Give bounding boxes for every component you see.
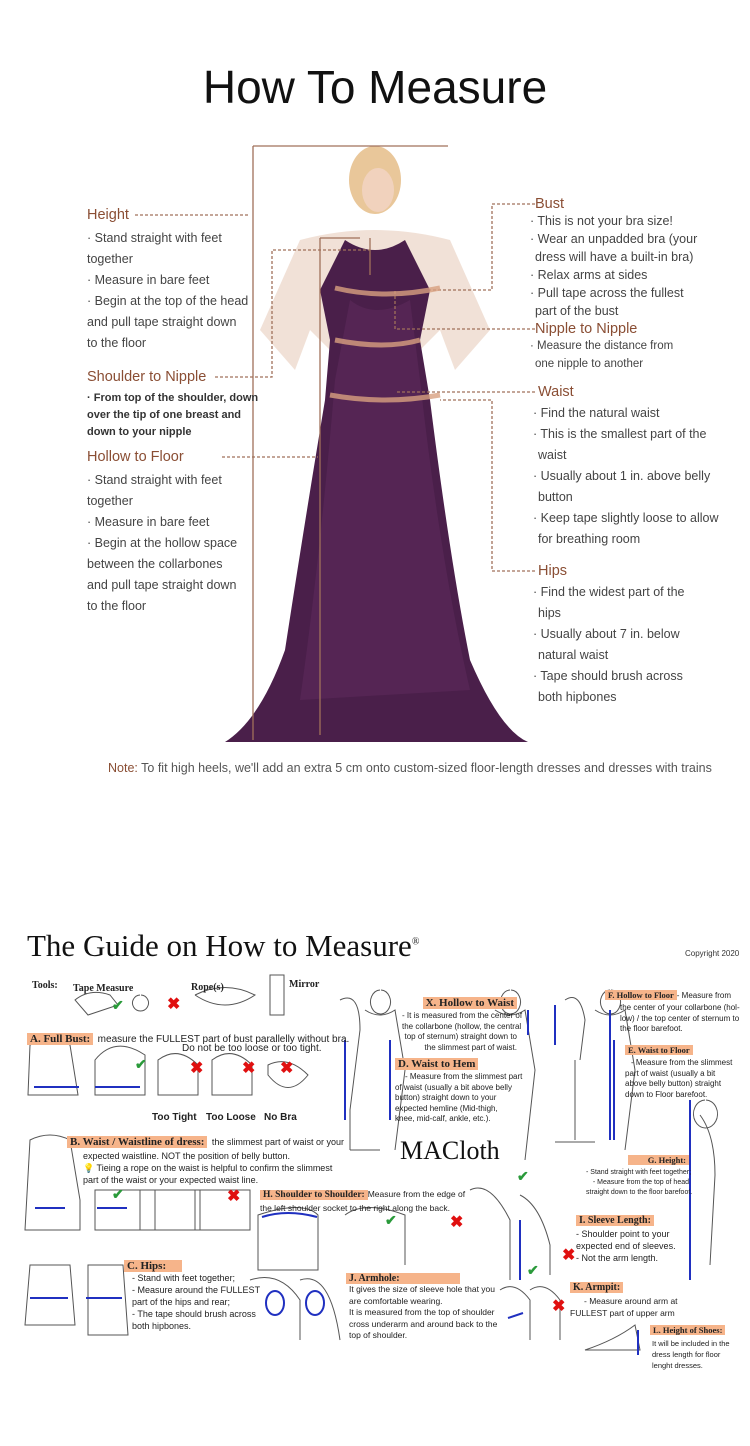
bullet: · Tape should brush across xyxy=(533,669,683,683)
bullet: part of the bust xyxy=(535,304,619,318)
bullet: · This is the smallest part of the xyxy=(533,427,707,441)
tool-tape-measure: Tape Measure xyxy=(73,983,134,994)
section-height xyxy=(586,1150,693,1198)
check-icon: ✔ xyxy=(135,1056,147,1072)
bullet: · Begin at the hollow space xyxy=(87,536,238,550)
text: - Measure from the top of head xyxy=(592,1179,689,1186)
cross-icon: ✖ xyxy=(190,1060,204,1077)
text: measure the FULLEST part of bust parallelly without bra. xyxy=(97,1034,350,1045)
bullet: hips xyxy=(538,606,561,620)
text: the collarbone (hollow, the central xyxy=(402,1021,522,1031)
bullet: · Stand straight with feet xyxy=(87,473,222,487)
bullet: button xyxy=(538,490,573,504)
label: E. Waist to Floor xyxy=(625,1045,693,1055)
section-height-of-shoes xyxy=(650,1320,730,1371)
text: - Measure from the slimmest part xyxy=(405,1072,523,1081)
cross-icon: ✖ xyxy=(242,1060,256,1077)
cross-icon: ✖ xyxy=(227,1188,241,1205)
section-sleeve-length xyxy=(576,1210,676,1264)
bullet: for breathing room xyxy=(538,532,641,546)
caption-no-bra: No Bra xyxy=(264,1112,297,1123)
check-icon: ✔ xyxy=(112,1186,124,1202)
label: C. Hips: xyxy=(124,1260,182,1272)
section-hollow-to-waist xyxy=(402,993,523,1053)
bullet: waist xyxy=(538,448,567,462)
bullet: down to your nipple xyxy=(87,426,192,438)
text: the center of your collarbone (hol- xyxy=(620,1003,740,1012)
text: - Shoulder point to your xyxy=(576,1229,670,1239)
bullet: dress will have a built-in bra) xyxy=(535,250,694,264)
hollow-to-floor-heading: Hollow to Floor xyxy=(87,449,184,465)
page-title: How To Measure xyxy=(202,61,548,113)
bullet: between the collarbones xyxy=(87,557,223,571)
hips-heading: Hips xyxy=(538,563,568,579)
caption-too-loose: Too Loose xyxy=(206,1112,256,1123)
bullet: and pull tape straight down xyxy=(87,315,237,329)
bullet: · Usually about 7 in. below xyxy=(533,627,680,641)
copyright: Copyright 2020 xyxy=(685,949,740,958)
text: both hipbones. xyxy=(132,1321,192,1331)
bullet: · Stand straight with feet xyxy=(87,231,222,245)
text: 💡 Tieing a rope on the waist is helpful to confirm the slimmest xyxy=(83,1163,333,1173)
bullet: and pull tape straight down xyxy=(87,578,237,592)
text: top of sternum) straight down to xyxy=(404,1032,517,1041)
bullet: · From top of the shoulder, down xyxy=(87,392,259,404)
text: FULLEST part of upper arm xyxy=(570,1308,675,1318)
text: cross underarm and around back to the xyxy=(349,1318,498,1329)
text: - The tape should brush across xyxy=(132,1309,256,1319)
text: the left shoulder socket to the right along the back. xyxy=(260,1203,450,1213)
label: L. Height of Shoes: xyxy=(650,1325,725,1335)
bullet: · Measure the distance from xyxy=(530,340,674,352)
cross-icon: ✖ xyxy=(280,1060,294,1077)
section-waist-to-hem xyxy=(395,1054,522,1125)
text: button) straight down to your xyxy=(395,1093,497,1102)
bullet: to the floor xyxy=(87,336,147,350)
tool-mirror: Mirror xyxy=(289,979,320,990)
cross-icon: ✖ xyxy=(552,1298,566,1315)
bullet: together xyxy=(87,494,133,508)
note: Note: To fit high heels, we'll add an extra 5 cm onto custom-sized floor-length dresses and dresses with trains xyxy=(108,761,712,775)
waist-heading: Waist xyxy=(538,384,574,400)
bullet: together xyxy=(87,252,133,266)
text: It will be included in the xyxy=(652,1339,730,1348)
bullet: · Measure in bare feet xyxy=(87,515,210,529)
text: down to Floor barefoot. xyxy=(625,1089,708,1099)
section-hips xyxy=(124,1260,260,1332)
bullet: · Keep tape slightly loose to allow xyxy=(533,511,719,525)
text: the floor barefoot. xyxy=(620,1024,683,1033)
bullet: · Wear an unpadded bra (your xyxy=(530,232,698,246)
bullet: over the tip of one breast and xyxy=(87,409,242,421)
cross-icon: ✖ xyxy=(167,996,181,1013)
guide-title: The Guide on How to Measure® xyxy=(27,928,420,963)
section-armpit xyxy=(570,1277,678,1319)
label: X. Hollow to Waist xyxy=(423,997,517,1009)
text: low) / the top center of sternum to xyxy=(620,1013,740,1023)
tools-label: Tools: xyxy=(32,980,58,991)
text: part of the hips and rear; xyxy=(132,1297,231,1307)
check-icon: ✔ xyxy=(385,1212,397,1228)
text: above belly button) straight xyxy=(625,1079,722,1088)
bullet: · Relax arms at sides xyxy=(530,268,648,282)
bullet: both hipbones xyxy=(538,690,617,704)
text: - Measure from the slimmest xyxy=(631,1058,733,1067)
bullet: one nipple to another xyxy=(535,358,644,370)
bust-heading: Bust xyxy=(535,196,565,212)
text: Do not be too loose or too tight. xyxy=(182,1043,322,1054)
text: are comfortable wearing. xyxy=(349,1295,443,1306)
bullet: to the floor xyxy=(87,599,147,613)
bullet: · Find the widest part of the xyxy=(533,585,685,599)
shoulder-to-nipple-heading: Shoulder to Nipple xyxy=(87,369,207,385)
text: part of waist (usually a bit xyxy=(625,1068,716,1078)
text: It is measured from the top of shoulder xyxy=(349,1307,495,1317)
bullet: natural waist xyxy=(538,648,609,662)
label: J. Armhole: xyxy=(346,1273,460,1284)
text: expected end of sleeves. xyxy=(576,1241,676,1251)
caption-too-tight: Too Tight xyxy=(152,1112,197,1123)
check-icon: ✔ xyxy=(527,1262,539,1278)
cross-icon: ✖ xyxy=(562,1247,576,1264)
check-icon: ✔ xyxy=(517,1168,529,1184)
text: - Stand straight with feet together; xyxy=(586,1169,692,1176)
height-heading: Height xyxy=(87,207,129,223)
label: I. Sleeve Length: xyxy=(576,1215,654,1226)
label: H. Shoulder to Shoulder: xyxy=(260,1190,368,1200)
section-waist xyxy=(67,1132,344,1186)
label: G. Height: xyxy=(628,1155,689,1165)
text: - Stand with feet together; xyxy=(132,1273,236,1283)
text: top of shoulder. xyxy=(349,1330,408,1340)
nipple-heading: Nipple to Nipple xyxy=(535,321,638,337)
text: of waist (usually a bit above belly xyxy=(395,1082,512,1092)
text: expected hemline (Mid-thigh, xyxy=(395,1103,498,1113)
text: knee, mid-calf, ankle, etc.). xyxy=(395,1114,491,1123)
text: It gives the size of sleeve hole that you xyxy=(349,1284,496,1294)
label: K. Armpit: xyxy=(570,1282,623,1293)
text: the slimmest part of waist or your xyxy=(211,1137,344,1147)
bullet: · Usually about 1 in. above belly xyxy=(533,469,711,483)
text: dress length for floor xyxy=(652,1350,721,1359)
text: Measure from the edge of xyxy=(367,1189,466,1199)
section-armhole xyxy=(346,1273,497,1342)
bullet: · Find the natural waist xyxy=(533,406,660,420)
label: D. Waist to Hem xyxy=(395,1058,478,1070)
bullet: · Pull tape across the fullest xyxy=(530,286,684,300)
cross-icon: ✖ xyxy=(450,1214,464,1231)
label: A. Full Bust: xyxy=(27,1033,93,1045)
bullet: · Measure in bare feet xyxy=(87,273,210,287)
text: - Measure around the FULLEST xyxy=(132,1285,261,1295)
section-hollow-to-floor xyxy=(605,985,740,1035)
text: - It is measured from the center of xyxy=(402,1011,523,1020)
section-shoulder-to-shoulder xyxy=(260,1184,465,1214)
text: - Not the arm length. xyxy=(576,1253,659,1263)
text: part of the waist or your expected waist line. xyxy=(83,1175,259,1185)
text: - Measure around arm at xyxy=(584,1296,678,1306)
macloth-logo: MACloth xyxy=(400,1136,500,1165)
text: lenght dresses. xyxy=(652,1361,703,1370)
text: expected waistline. NOT the position of belly button. xyxy=(83,1151,290,1161)
text: - Measure from xyxy=(676,991,732,1000)
bullet: · Begin at the top of the head xyxy=(87,294,249,308)
label: F. Hollow to Floor xyxy=(605,990,677,1000)
tool-ropes: Rope(s) xyxy=(191,982,224,993)
section-waist-to-floor xyxy=(625,1040,732,1100)
text: straight down to the floor barefoot. xyxy=(586,1189,693,1196)
label: B. Waist / Waistline of dress: xyxy=(67,1136,207,1148)
bullet: · This is not your bra size! xyxy=(530,214,673,228)
text: the slimmest part of waist. xyxy=(424,1042,517,1052)
check-icon: ✔ xyxy=(112,997,124,1013)
